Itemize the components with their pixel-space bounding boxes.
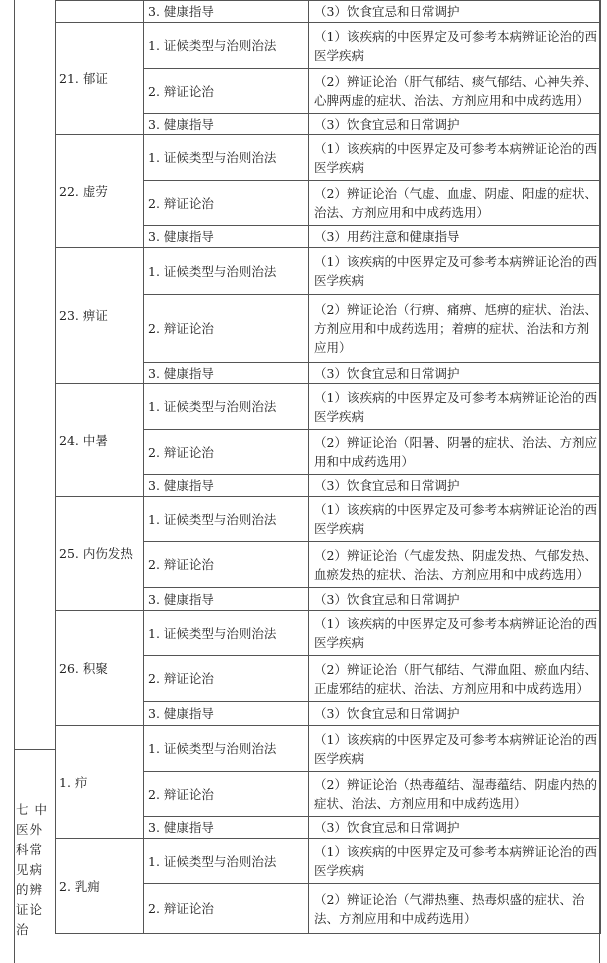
content-cell: （3）饮食宜忌和日常调护 — [309, 475, 601, 497]
content-cell: （3）饮食宜忌和日常调护 — [309, 588, 601, 611]
disease-cell: 22. 虚劳 — [56, 135, 144, 248]
syllabus-table-body — [56, 1, 601, 934]
item-cell: 2. 辩证论治 — [144, 542, 309, 588]
syllabus-table — [55, 0, 601, 934]
content-cell: （2）辨证论治（阳暑、阴暑的症状、治法、方剂应用和中成药选用） — [309, 430, 601, 475]
disease-cell: 2. 乳痈 — [56, 839, 144, 934]
content-cell: （2）辨证论治（热毒蕴结、湿毒蕴结、阴虚内热的症状、治法、方剂应用和中成药选用） — [309, 772, 601, 817]
content-cell: （1）该疾病的中医界定及可参考本病辨证论治的西医学疾病 — [309, 384, 601, 430]
content-cell: （3）饮食宜忌和日常调护 — [309, 817, 601, 839]
item-cell: 3. 健康指导 — [144, 588, 309, 611]
content-cell: （2）辨证论治（气虚、血虚、阴虚、阳虚的症状、治法、方剂应用和中成药选用） — [309, 181, 601, 226]
content-cell: （2）辨证论治（肝气郁结、痰气郁结、心神失养、心脾两虚的症状、治法、方剂应用和中成药选用） — [309, 69, 601, 114]
item-cell: 2. 辩证论治 — [144, 656, 309, 702]
disease-cell: 23. 痹证 — [56, 248, 144, 384]
table-row — [56, 497, 601, 542]
content-cell: （2）辨证论治（行痹、痛痹、尪痹的症状、治法、方剂应用和中成药选用；着痹的症状、治法和方剂应用） — [309, 295, 601, 363]
content-cell: （1）该疾病的中医界定及可参考本病辨证论治的西医学疾病 — [309, 23, 601, 69]
disease-cell: 24. 中暑 — [56, 384, 144, 497]
item-cell: 2. 辩证论治 — [144, 181, 309, 226]
item-cell: 3. 健康指导 — [144, 114, 309, 135]
disease-cell: 21. 郁证 — [56, 23, 144, 135]
item-cell: 3. 健康指导 — [144, 226, 309, 248]
table-row — [56, 135, 601, 181]
item-cell: 3. 健康指导 — [144, 702, 309, 726]
item-cell: 1. 证候类型与治则治法 — [144, 726, 309, 772]
content-cell: （1）该疾病的中医界定及可参考本病辨证论治的西医学疾病 — [309, 497, 601, 542]
content-cell: （3）饮食宜忌和日常调护 — [309, 114, 601, 135]
content-cell: （2）辨证论治（肝气郁结、气滞血阻、瘀血内结、正虚邪结的症状、治法、方剂应用和中成药选用） — [309, 656, 601, 702]
table-row — [56, 839, 601, 884]
section-label: 七 中医外科常见病的辨证论治 — [16, 802, 48, 937]
disease-cell: 1. 疖 — [56, 726, 144, 839]
content-cell: （2）辨证论治（气滞热壅、热毒炽盛的症状、治法、方剂应用和中成药选用） — [309, 884, 601, 934]
item-cell: 2. 辩证论治 — [144, 430, 309, 475]
content-cell: （3）饮食宜忌和日常调护 — [309, 1, 601, 23]
content-cell: （1）该疾病的中医界定及可参考本病辨证论治的西医学疾病 — [309, 726, 601, 772]
content-cell: （2）辨证论治（气虚发热、阴虚发热、气郁发热、血瘀发热的症状、治法、方剂应用和中成药选用） — [309, 542, 601, 588]
content-cell: （1）该疾病的中医界定及可参考本病辨证论治的西医学疾病 — [309, 611, 601, 656]
table-row — [56, 384, 601, 430]
content-cell: （3）饮食宜忌和日常调护 — [309, 702, 601, 726]
item-cell: 2. 辩证论治 — [144, 772, 309, 817]
item-cell: 1. 证候类型与治则治法 — [144, 611, 309, 656]
item-cell: 1. 证候类型与治则治法 — [144, 839, 309, 884]
content-cell: （1）该疾病的中医界定及可参考本病辨证论治的西医学疾病 — [309, 839, 601, 884]
item-cell: 3. 健康指导 — [144, 475, 309, 497]
item-cell: 3. 健康指导 — [144, 817, 309, 839]
content-cell: （3）饮食宜忌和日常调护 — [309, 363, 601, 384]
item-cell: 1. 证候类型与治则治法 — [144, 23, 309, 69]
item-cell: 2. 辩证论治 — [144, 69, 309, 114]
table-row — [56, 611, 601, 656]
disease-cell — [56, 1, 144, 23]
item-cell: 1. 证候类型与治则治法 — [144, 384, 309, 430]
table-row — [56, 1, 601, 23]
content-cell: （1）该疾病的中医界定及可参考本病辨证论治的西医学疾病 — [309, 248, 601, 295]
content-cell: （3）用药注意和健康指导 — [309, 226, 601, 248]
table-row — [56, 726, 601, 772]
item-cell: 1. 证候类型与治则治法 — [144, 135, 309, 181]
disease-cell: 26. 积聚 — [56, 611, 144, 726]
item-cell: 2. 辩证论治 — [144, 295, 309, 363]
item-cell: 3. 健康指导 — [144, 363, 309, 384]
disease-cell: 25. 内伤发热 — [56, 497, 144, 611]
table-row — [56, 248, 601, 295]
item-cell: 2. 辩证论治 — [144, 884, 309, 934]
item-cell: 1. 证候类型与治则治法 — [144, 497, 309, 542]
item-cell: 3. 健康指导 — [144, 1, 309, 23]
table-row — [56, 23, 601, 69]
item-cell: 1. 证候类型与治则治法 — [144, 248, 309, 295]
section-divider — [14, 749, 55, 750]
content-cell: （1）该疾病的中医界定及可参考本病辨证论治的西医学疾病 — [309, 135, 601, 181]
